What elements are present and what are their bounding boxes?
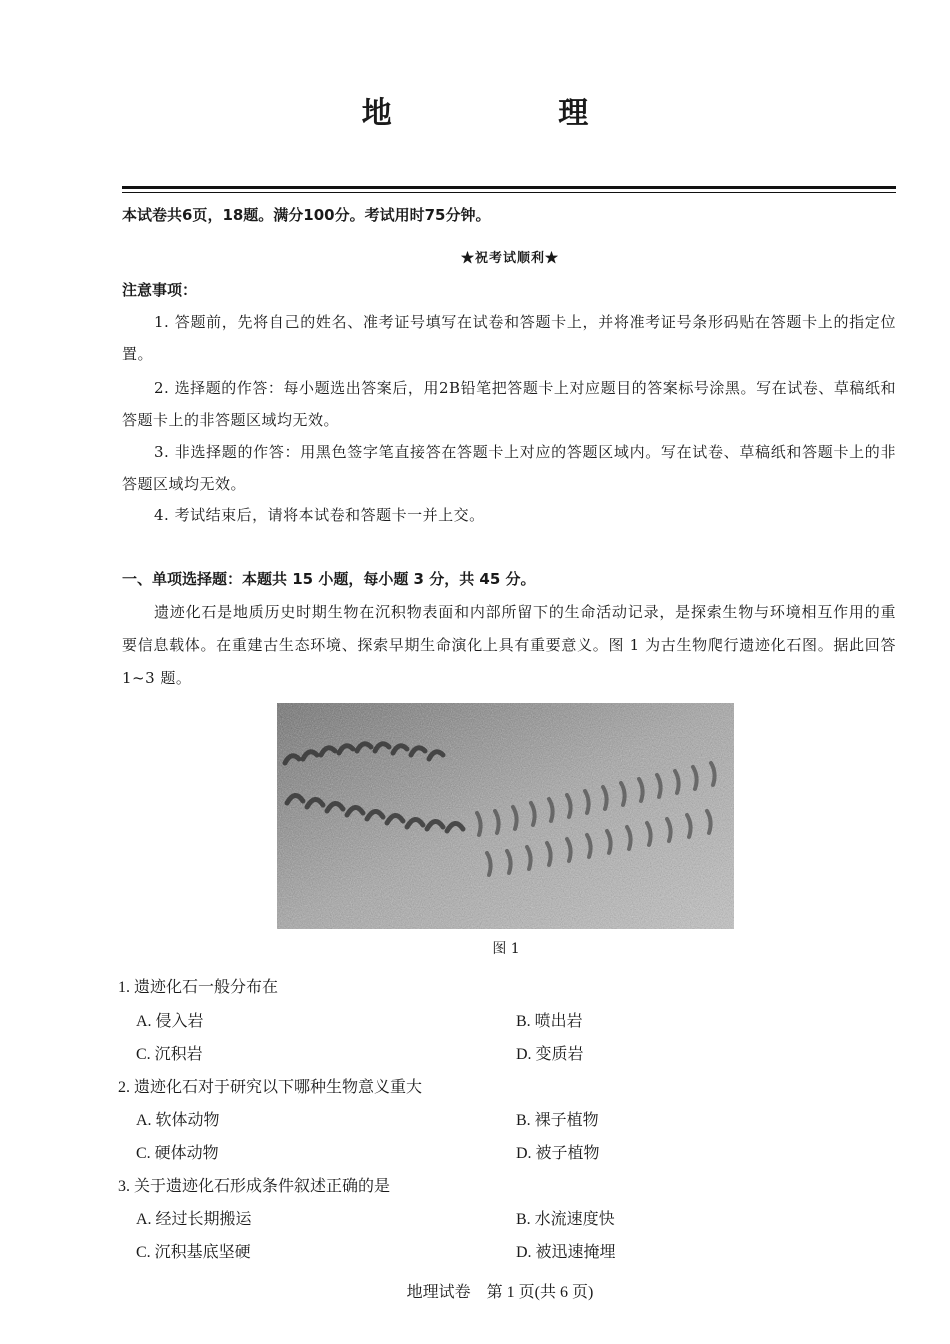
option-b: B. 裸子植物 xyxy=(516,1112,599,1129)
option-d: D. 变质岩 xyxy=(516,1046,584,1063)
option-b: B. 水流速度快 xyxy=(516,1211,615,1228)
option-c: C. 沉积岩 xyxy=(136,1046,203,1063)
header-rule-thin xyxy=(122,192,896,193)
option-c: C. 硬体动物 xyxy=(136,1145,219,1162)
option-c: C. 沉积基底坚硬 xyxy=(136,1244,251,1261)
option-a: A. 经过长期搬运 xyxy=(136,1211,252,1228)
question-stem: 3. 关于遗迹化石形成条件叙述正确的是 xyxy=(118,1178,391,1195)
section-heading: 一、单项选择题：本题共 15 小题，每小题 3 分，共 45 分。 xyxy=(122,570,536,588)
question-stem: 1. 遗迹化石一般分布在 xyxy=(118,979,279,996)
option-a: A. 软体动物 xyxy=(136,1112,220,1129)
option-d: D. 被迅速掩埋 xyxy=(516,1244,616,1261)
question-intro: 遗迹化石是地质历史时期生物在沉积物表面和内部所留下的生命活动记录，是探索生物与环境相互作用的重要信息载体。在重建古生态环境、探索早期生命演化上具有重要意义。图 1 为古生物爬行遗迹化石图。据此回答 1~3 题。 xyxy=(122,603,896,687)
page-footer: 地理试卷 第 1 页(共 6 页) xyxy=(406,1284,594,1301)
figure-caption: 图 1 xyxy=(492,941,520,957)
note-item: 2. 选择题的作答：每小题选出答案后，用2B铅笔把答题卡上对应题目的答案标号涂黑。写在试卷、草稿纸和答题卡上的非答题区域均无效。 xyxy=(122,379,896,429)
page-title: 地 理 xyxy=(361,96,667,131)
notes-heading: 注意事项： xyxy=(122,281,198,299)
option-a: A. 侵入岩 xyxy=(136,1013,204,1030)
trace-fossil-photo xyxy=(277,703,734,929)
option-d: D. 被子植物 xyxy=(516,1145,600,1162)
note-item: 3. 非选择题的作答：用黑色签字笔直接答在答题卡上对应的答题区域内。写在试卷、草稿纸和答题卡上的非答题区域均无效。 xyxy=(122,443,896,493)
question-stem: 2. 遗迹化石对于研究以下哪种生物意义重大 xyxy=(118,1079,423,1096)
good-luck-banner: ★祝考试顺利★ xyxy=(460,251,559,266)
exam-info: 本试卷共6页，18题。满分100分。考试用时75分钟。 xyxy=(122,206,491,224)
note-item: 1. 答题前，先将自己的姓名、准考证号填写在试卷和答题卡上，并将准考证号条形码贴在答题卡上的指定位置。 xyxy=(122,313,896,363)
note-item: 4. 考试结束后，请将本试卷和答题卡一并上交。 xyxy=(154,506,485,524)
header-rule-thick xyxy=(122,186,896,189)
option-b: B. 喷出岩 xyxy=(516,1013,583,1030)
